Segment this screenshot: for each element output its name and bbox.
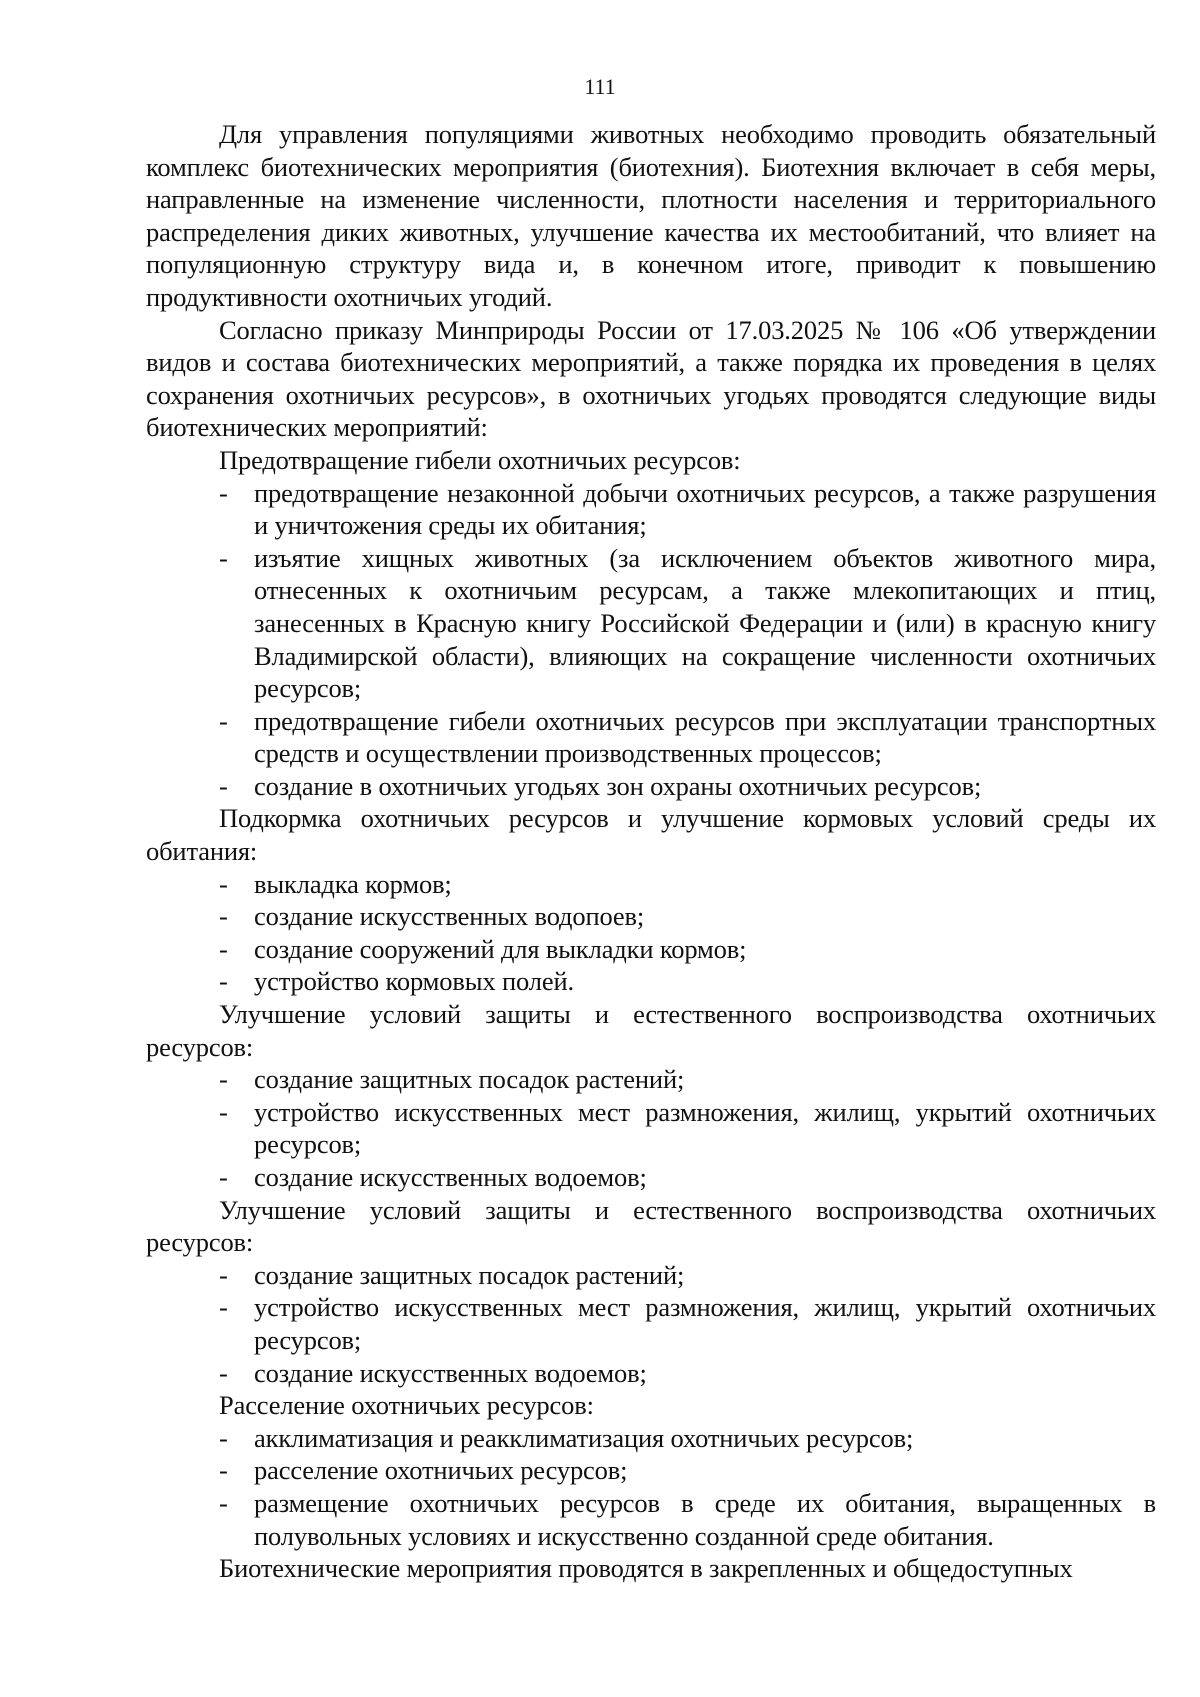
list-item	[146, 900, 1156, 933]
list-item	[146, 1063, 1156, 1096]
list-dash: -	[219, 1162, 228, 1192]
intro-paragraph-2: Согласно приказу Минприроды России от 17.03.2025 № 106 «Об утверждении видов и состава биотехнических мероприятий, а также порядка их проведения в целях сохранения охотничьих ресурсов», в охотничьих угодьях проводятся следующие виды биотехнических мероприятий:	[146, 314, 1156, 443]
list-item	[146, 770, 1156, 803]
document-body	[146, 118, 1156, 1585]
list-item-text: устройство кормовых полей.	[254, 966, 574, 997]
list-item	[146, 1161, 1156, 1194]
list-item	[146, 1454, 1156, 1487]
list-item-text: предотвращение гибели охотничьих ресурсов при эксплуатации транспортных средств и осуществлении производственных процессов;	[254, 705, 1156, 769]
list-dash: -	[219, 1357, 228, 1388]
list-item	[146, 868, 1156, 901]
list-dash: -	[219, 705, 228, 736]
list-dash: -	[219, 1455, 228, 1486]
list-item-text: создание в охотничьих угодьях зон охраны охотничьих ресурсов;	[254, 770, 982, 801]
list-item	[146, 705, 1156, 770]
list-item	[146, 965, 1156, 998]
list-item-text: изъятие хищных животных (за исключением объектов животного мира, отнесенных к охотничьим ресурсам, а также млекопитающих и птиц, занесенных в Красную книгу Российской Федерации и (или) в красную книгу Владимирской области), влияющих на сокращение численности охотничьих ресурсов;	[254, 542, 1156, 704]
section-heading-4: Улучшение условий защиты и естественного воспроизводства охотничьих ресурсов:	[146, 1194, 1156, 1258]
list-dash: -	[219, 868, 228, 899]
list-dash: -	[219, 477, 228, 508]
list-dash: -	[219, 933, 228, 964]
list-item	[146, 542, 1156, 705]
list-dash: -	[219, 1292, 228, 1323]
list-item-text: устройство искусственных мест размножения, жилищ, укрытий охотничьих ресурсов;	[254, 1292, 1156, 1355]
section-heading-2: Подкормка охотничьих ресурсов и улучшение кормовых условий среды их обитания:	[146, 803, 1156, 867]
page-number: 111	[584, 74, 616, 99]
list-item-text: создание защитных посадок растений;	[254, 1064, 685, 1095]
list-dash: -	[219, 1096, 228, 1127]
list-item-text: создание искусственных водоемов;	[254, 1357, 647, 1388]
list-dash: -	[219, 1064, 228, 1095]
list-item-text: устройство искусственных мест размножения, жилищ, укрытий охотничьих ресурсов;	[254, 1096, 1156, 1160]
list-dash: -	[219, 901, 228, 932]
list-item-text: создание искусственных водоемов;	[254, 1162, 647, 1192]
list-item-text: выкладка кормов;	[254, 868, 452, 899]
list-item-text: акклиматизация и реакклиматизация охотничьих ресурсов;	[254, 1422, 914, 1453]
list-item	[146, 1259, 1156, 1292]
list-dash: -	[219, 966, 228, 997]
section-heading-3: Улучшение условий защиты и естественного воспроизводства охотничьих ресурсов:	[146, 999, 1156, 1062]
list-item-text: размещение охотничьих ресурсов в среде их обитания, выращенных в полувольных условиях и искусственно созданной среде обитания.	[254, 1487, 1156, 1551]
list-dash: -	[219, 542, 228, 573]
list-item-text: создание защитных посадок растений;	[254, 1259, 685, 1290]
list-item-text: предотвращение незаконной добычи охотничьих ресурсов, а также разрушения и уничтожения среды их обитания;	[254, 477, 1156, 541]
list-dash: -	[219, 1487, 228, 1518]
list-item	[146, 1357, 1156, 1390]
list-dash: -	[219, 1422, 228, 1453]
list-item	[146, 1096, 1156, 1161]
list-item-text: создание искусственных водопоев;	[254, 901, 645, 932]
list-item	[146, 1422, 1156, 1455]
list-item	[146, 933, 1156, 966]
list-item-text: создание сооружений для выкладки кормов;	[254, 933, 747, 964]
list-item	[146, 477, 1156, 542]
intro-paragraph-1: Для управления популяциями животных необходимо проводить обязательный комплекс биотехнических мероприятия (биотехния). Биотехния включает в себя меры, направленные на изменение численности, плотности населения и территориального распределения диких животных, улучшение качества их местообитаний, что влияет на популяционную структуру вида и, в конечном итоге, приводит к повышению продуктивности охотничьих угодий.	[146, 119, 1156, 312]
list-dash: -	[219, 770, 228, 801]
closing-paragraph: Биотехнические мероприятия проводятся в закрепленных и общедоступных	[219, 1553, 1073, 1584]
section-heading-1: Предотвращение гибели охотничьих ресурсов:	[219, 444, 741, 475]
list-item-text: расселение охотничьих ресурсов;	[254, 1455, 628, 1486]
list-item	[146, 1487, 1156, 1552]
list-item	[146, 1291, 1156, 1356]
list-dash: -	[219, 1259, 228, 1290]
section-heading-5: Расселение охотничьих ресурсов:	[219, 1390, 594, 1421]
